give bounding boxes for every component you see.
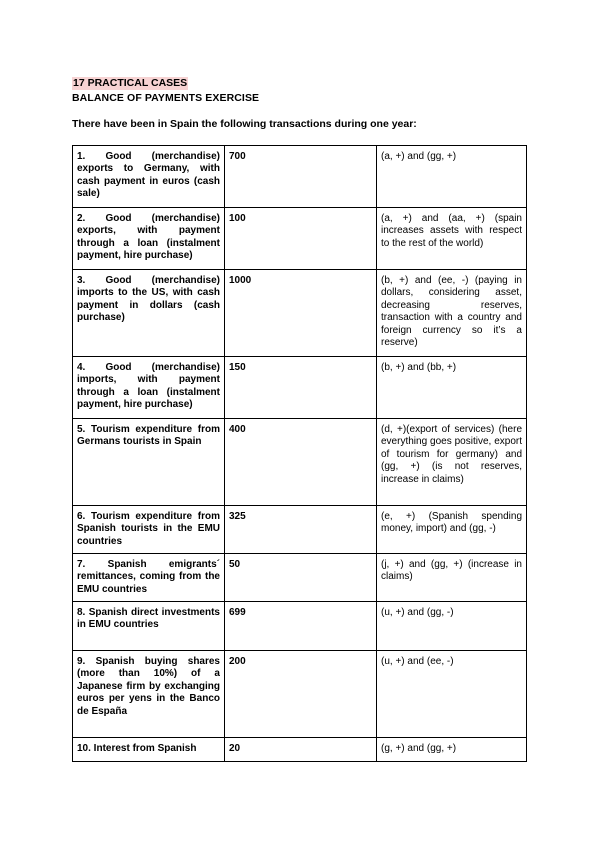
transaction-description: 10. Interest from Spanish [73, 738, 225, 762]
transaction-entries: (e, +) (Spanish spending money, import) and (gg, -) [377, 506, 527, 554]
transaction-entries: (b, +) and (ee, -) (paying in dollars, considering asset, decreasing reserves, transaction with a country and foreign currency so it’s a reserve) [377, 270, 527, 357]
transaction-entries: (d, +)(export of services) (here everything goes positive, export of tourism for germany) and (gg, +) (is not reserves, increase in claims) [377, 419, 527, 506]
transaction-entries: (a, +) and (gg, +) [377, 146, 527, 208]
transaction-amount: 700 [225, 146, 377, 208]
table-row [73, 357, 527, 419]
transaction-description: 7. Spanish emigrants´ remittances, coming from the EMU countries [73, 554, 225, 602]
transaction-entries: (a, +) and (aa, +) (spain increases assets with respect to the rest of the world) [377, 208, 527, 270]
table-row [73, 554, 527, 602]
intro-text: There have been in Spain the following transactions during one year: [72, 118, 417, 130]
transaction-entries: (b, +) and (bb, +) [377, 357, 527, 419]
transaction-amount: 20 [225, 738, 377, 762]
transaction-description: 3. Good (merchandise) imports to the US, with cash payment in dollars (cash purchase) [73, 270, 225, 357]
case-heading: 17 PRACTICAL CASES [73, 77, 188, 89]
transaction-description: 6. Tourism expenditure from Spanish tourists in the EMU countries [73, 506, 225, 554]
table-row [73, 146, 527, 208]
transactions-table [72, 145, 527, 762]
table-row [73, 270, 527, 357]
transaction-description: 4. Good (merchandise) imports, with payment through a loan (instalment payment, hire purchase) [73, 357, 225, 419]
transaction-entries: (j, +) and (gg, +) (increase in claims) [377, 554, 527, 602]
transaction-entries: (u, +) and (ee, -) [377, 651, 527, 738]
table-row [73, 738, 527, 762]
document-header [72, 73, 532, 105]
exercise-title: BALANCE OF PAYMENTS EXERCISE [72, 92, 260, 104]
transaction-amount: 400 [225, 419, 377, 506]
transaction-amount: 150 [225, 357, 377, 419]
transaction-amount: 699 [225, 602, 377, 651]
transaction-amount: 100 [225, 208, 377, 270]
transaction-amount: 1000 [225, 270, 377, 357]
table-row [73, 651, 527, 738]
table-row [73, 506, 527, 554]
transaction-description: 1. Good (merchandise) exports to Germany, with cash payment in euros (cash sale) [73, 146, 225, 208]
transaction-description: 9. Spanish buying shares (more than 10%) of a Japanese firm by exchanging euros per yens in the Banco de España [73, 651, 225, 738]
transaction-amount: 50 [225, 554, 377, 602]
transaction-description: 5. Tourism expenditure from Germans tourists in Spain [73, 419, 225, 506]
table-row [73, 419, 527, 506]
transaction-description: 2. Good (merchandise) exports, with payment through a loan (instalment payment, hire purchase) [73, 208, 225, 270]
table-row [73, 208, 527, 270]
transaction-amount: 325 [225, 506, 377, 554]
transaction-amount: 200 [225, 651, 377, 738]
transaction-entries: (g, +) and (gg, +) [377, 738, 527, 762]
transaction-entries: (u, +) and (gg, -) [377, 602, 527, 651]
table-row [73, 602, 527, 651]
transaction-description: 8. Spanish direct investments in EMU countries [73, 602, 225, 651]
